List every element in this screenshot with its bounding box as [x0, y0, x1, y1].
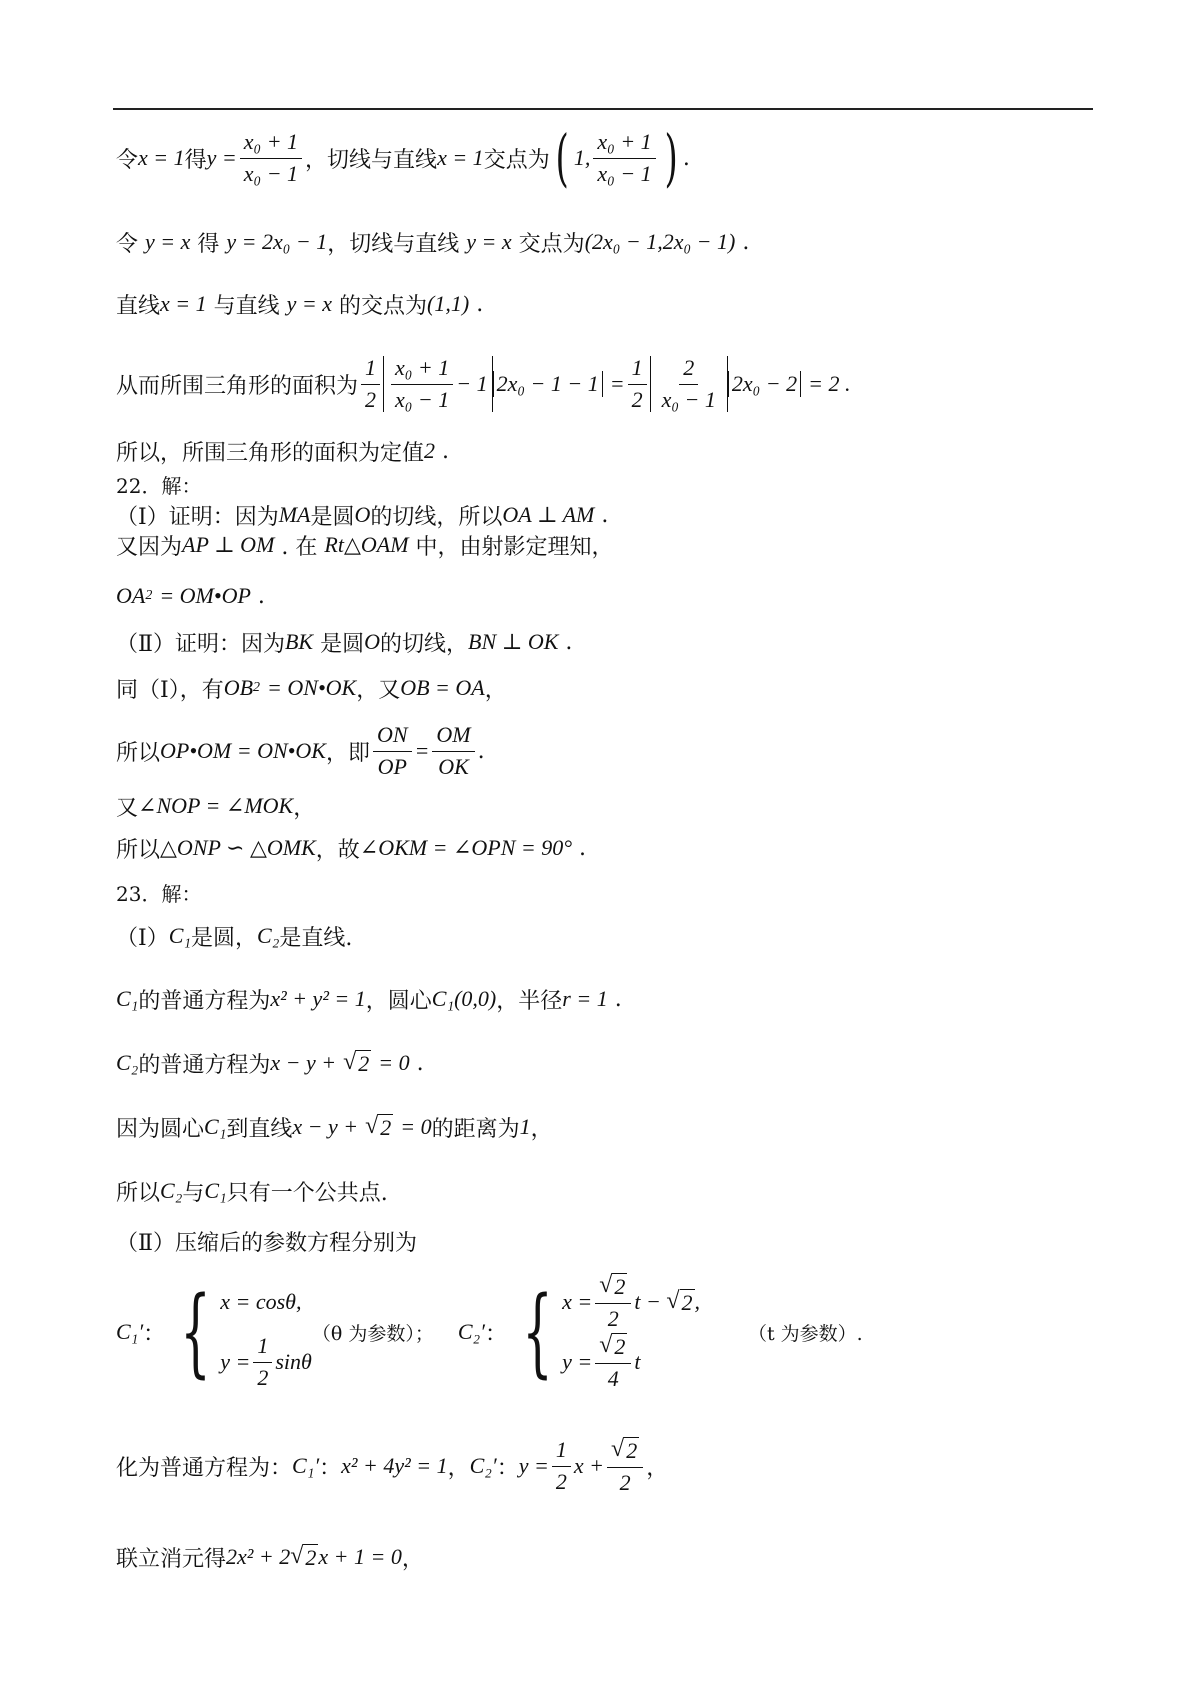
numerator: x₀ + 1 [391, 356, 453, 384]
math: AP ⊥ OM [182, 532, 275, 557]
square-root [611, 1437, 639, 1463]
text: . [416, 1050, 424, 1076]
text: 又 [116, 795, 139, 821]
math: OB [223, 675, 254, 700]
math: 2 [424, 438, 436, 463]
system-2-row-1 [562, 1272, 700, 1332]
math: C₂′ [469, 1453, 497, 1478]
fraction [373, 723, 412, 778]
math: y = x [286, 291, 333, 316]
math: x + 1 = 0 [318, 1544, 402, 1569]
line-1 [116, 122, 690, 194]
text: 所以 [116, 837, 161, 863]
math: y = x [466, 229, 512, 254]
numerator: 1 [253, 1334, 272, 1362]
line-2 [116, 226, 749, 258]
text: . 在 [281, 534, 318, 560]
text: 因为圆心 [116, 1116, 205, 1142]
denominator: 2 [365, 386, 377, 412]
line-4 [116, 348, 851, 420]
math: (2x₀ − 1,2x₀ − 1) [584, 229, 736, 254]
math: sinθ [275, 1349, 312, 1374]
text: 到直线 [226, 1116, 293, 1142]
text: 又因为 [116, 534, 183, 560]
section-22-title [116, 470, 201, 498]
left-brace: { [180, 1276, 211, 1388]
text: 是直线. [279, 925, 353, 951]
math: C₂ [160, 1178, 183, 1203]
absolute-value [650, 356, 728, 411]
radical-sign: √ [343, 1048, 357, 1075]
math: C₁ [204, 1178, 227, 1203]
line-24 [116, 1540, 424, 1574]
text: 所以 [116, 1180, 161, 1206]
numerator [595, 1273, 631, 1303]
text: ： [319, 1455, 342, 1481]
radicand: 2 [614, 1274, 626, 1300]
math: = 0 [378, 1050, 410, 1075]
math: t [634, 1349, 641, 1374]
radicand: 2 [681, 1289, 693, 1315]
text: 中，由射影定理知， [415, 534, 614, 560]
text: 所以 [116, 740, 161, 766]
text: 的切线，所以 [370, 504, 503, 530]
square-root [599, 1273, 627, 1299]
text: （Ⅰ）证明：因为 [116, 504, 279, 530]
math: 2x² + 2 [226, 1544, 291, 1569]
math: O [364, 629, 380, 654]
text: 令 [116, 147, 139, 173]
superscript: 2 [253, 680, 261, 695]
text: 交点为 [483, 147, 550, 173]
absolute-value [383, 356, 493, 411]
numerator: ON [373, 723, 412, 751]
math: y = [220, 1349, 251, 1374]
text: ： [484, 1321, 507, 1347]
line-10 [116, 626, 572, 658]
line-17 [116, 982, 622, 1016]
fraction [253, 1334, 272, 1389]
radical-sign: √ [666, 1287, 680, 1314]
text: 从而所围三角形的面积为 [116, 373, 359, 399]
line-22-parametric [116, 1262, 863, 1402]
text: ， [293, 795, 316, 821]
math: y = 2x₀ − 1 [226, 229, 328, 254]
math: BK [284, 629, 314, 654]
radical-sign: √ [290, 1542, 304, 1569]
math: OA [116, 583, 146, 608]
text: 是圆 [310, 504, 355, 530]
text: . [477, 738, 485, 764]
math: = OM•OP [159, 583, 251, 608]
line-18 [116, 1046, 424, 1080]
line-16 [116, 920, 352, 952]
square-root [343, 1050, 371, 1076]
numerator: 1 [552, 1438, 571, 1466]
fraction [658, 356, 720, 411]
denominator: 2 [619, 1469, 631, 1495]
text: 是圆 [320, 631, 365, 657]
math: x = 1 [437, 145, 484, 170]
system-2-row-2 [562, 1332, 700, 1392]
math: C₁ [116, 986, 139, 1011]
math: x = cosθ, [220, 1289, 302, 1314]
line-9 [116, 580, 265, 612]
line-19 [116, 1110, 553, 1144]
denominator: 2 [257, 1364, 269, 1390]
text: 是圆， [191, 925, 258, 951]
numerator: x₀ + 1 [240, 130, 302, 158]
line-8 [116, 530, 614, 560]
math: x = [562, 1289, 593, 1314]
math: Rt△OAM [324, 532, 409, 557]
math: ∠NOP = ∠MOK [138, 793, 294, 818]
numerator: OM [432, 723, 474, 751]
fraction [607, 1437, 643, 1494]
math: = ON•OK [267, 675, 357, 700]
text: 令 [116, 231, 139, 257]
denominator: OP [377, 753, 407, 779]
square-root [599, 1333, 627, 1359]
math: C₁ [168, 923, 192, 948]
text: ， [447, 1455, 470, 1481]
denominator: OK [438, 753, 469, 779]
text: ， [646, 1455, 669, 1481]
math: C₁ [204, 1114, 227, 1139]
math: x = 1 [160, 291, 207, 316]
text: 得 [184, 147, 207, 173]
line-12 [116, 718, 485, 784]
line-7 [116, 500, 608, 530]
text: 的普通方程为 [138, 1052, 271, 1078]
math: , [694, 1289, 700, 1314]
square-root [365, 1114, 393, 1140]
denominator: 4 [607, 1365, 619, 1391]
math: 1 [519, 1114, 531, 1139]
text: 得 [197, 231, 220, 257]
text: . [565, 629, 573, 655]
text: 与 [182, 1180, 205, 1206]
line-23 [116, 1430, 668, 1502]
left-brace: { [522, 1276, 553, 1388]
text: ： [496, 1455, 519, 1481]
text: （Ⅱ）压缩后的参数方程分别为 [116, 1230, 417, 1256]
text: 所以，所围三角形的面积为定值 [116, 440, 425, 466]
fraction [432, 723, 474, 778]
superscript: 2 [145, 588, 153, 603]
math: C₁(0,0) [431, 986, 497, 1011]
math: C₂ [116, 1050, 139, 1075]
text: 的距离为 [431, 1116, 520, 1142]
math: △ONP ∽ △OMK [160, 835, 316, 860]
square-root [290, 1544, 318, 1570]
fraction [595, 1273, 631, 1330]
text: （Ⅰ） [116, 925, 169, 951]
text: 直线 [116, 293, 161, 319]
text: ，圆心 [365, 988, 432, 1014]
radicand: 2 [305, 1544, 317, 1570]
text: . [682, 145, 690, 171]
equation-system-1 [220, 1272, 312, 1392]
fraction [595, 1333, 631, 1390]
radicand: 2 [626, 1438, 638, 1464]
text: 22．解： [116, 473, 202, 498]
fraction [593, 130, 655, 185]
denominator: 2 [607, 1305, 619, 1331]
denominator: x₀ − 1 [395, 386, 450, 412]
text: ， [401, 1546, 424, 1572]
header-rule [113, 108, 1093, 110]
math: y = [562, 1349, 593, 1374]
line-13 [116, 790, 315, 822]
text: 的交点为 [339, 293, 428, 319]
text: . [601, 502, 609, 528]
equation-system-2 [562, 1272, 700, 1392]
numerator: 2 [679, 356, 698, 384]
text: ，切线与直线 [305, 147, 438, 173]
system-1-row-2 [220, 1332, 312, 1392]
math: y = [518, 1453, 549, 1478]
line-20 [116, 1174, 388, 1208]
radical-sign: √ [611, 1436, 625, 1463]
numerator [607, 1437, 643, 1467]
line-11 [116, 672, 507, 704]
text: ，故 [315, 837, 360, 863]
system-1-row-1 [220, 1272, 312, 1332]
denominator: 2 [631, 386, 643, 412]
text: 联立消元得 [116, 1546, 227, 1572]
numerator: 1 [361, 356, 380, 384]
text: 化为普通方程为： [116, 1455, 293, 1481]
radical-sign: √ [365, 1112, 379, 1139]
line-5 [116, 436, 449, 466]
fraction [628, 356, 647, 411]
text: 的普通方程为 [138, 988, 271, 1014]
radical-sign: √ [599, 1272, 613, 1299]
math: C₁′ [116, 1319, 144, 1344]
denominator: 2 [555, 1468, 567, 1494]
text: ， [530, 1116, 553, 1142]
math: O [354, 502, 371, 527]
math: x² + 4y² = 1 [341, 1453, 448, 1478]
text: . [579, 835, 587, 861]
math: = 0 [400, 1114, 432, 1139]
numerator: x₀ + 1 [593, 130, 655, 158]
text: ： [143, 1321, 166, 1347]
square-root [666, 1289, 694, 1315]
absolute-value: 2x₀ − 1 − 1 [493, 371, 603, 397]
text: ，即 [325, 740, 370, 766]
math: OB = OA [400, 675, 485, 700]
right-paren: ) [664, 121, 678, 194]
text: 与直线 [213, 293, 280, 319]
fraction [391, 356, 453, 411]
math: x = 1 [138, 145, 185, 170]
math: (1,1) [427, 291, 470, 316]
text: . [742, 229, 750, 255]
left-paren: ( [555, 121, 569, 194]
math: C₂ [257, 923, 280, 948]
line-14 [116, 832, 586, 864]
math: − 1 [456, 371, 488, 396]
math: x + [573, 1453, 605, 1478]
math: y = [206, 145, 237, 170]
text: 交点为 [518, 231, 585, 257]
math: x − y + [270, 1050, 337, 1075]
math: C₂′ [457, 1319, 485, 1344]
numerator [595, 1333, 631, 1363]
section-23-title [116, 878, 201, 906]
math: MA [278, 502, 311, 527]
text: （θ 为参数）； [311, 1322, 434, 1345]
denominator: x₀ − 1 [243, 160, 299, 186]
math: = [609, 371, 625, 396]
text: . [257, 583, 265, 609]
line-3 [116, 288, 483, 320]
math: OA ⊥ AM [502, 502, 595, 527]
radicand: 2 [380, 1114, 392, 1140]
math: = [414, 738, 430, 763]
text: ，又 [356, 677, 401, 703]
math: OP•OM = ON•OK [160, 738, 326, 763]
denominator: x₀ − 1 [597, 160, 652, 186]
text: （t 为参数）. [748, 1322, 863, 1345]
text: 只有一个公共点. [226, 1180, 388, 1206]
math: y = x [145, 229, 191, 254]
text: 的切线， [380, 631, 469, 657]
fraction [240, 130, 302, 185]
radicand: 2 [358, 1050, 370, 1076]
denominator: x₀ − 1 [661, 386, 716, 412]
text: ， [484, 677, 507, 703]
numerator: 1 [628, 356, 647, 384]
math: t − [634, 1289, 661, 1314]
line-21 [116, 1226, 417, 1256]
radical-sign: √ [599, 1332, 613, 1359]
radicand: 2 [614, 1334, 626, 1360]
text: 同（Ⅰ），有 [116, 677, 224, 703]
math: x − y + [292, 1114, 359, 1139]
text: . [442, 438, 450, 464]
fraction [361, 356, 380, 411]
absolute-value: 2x₀ − 2 [728, 371, 801, 397]
text: 23．解： [116, 881, 202, 906]
math: 1, [573, 145, 591, 170]
math: = 2 . [808, 371, 851, 396]
text: . [476, 291, 484, 317]
text: ，半径 [496, 988, 563, 1014]
text: . [614, 986, 622, 1012]
text: ，切线与直线 [327, 231, 460, 257]
math: x² + y² = 1 [270, 986, 366, 1011]
math: BN ⊥ OK [468, 629, 559, 654]
math: C₁′ [292, 1453, 320, 1478]
math: r = 1 [562, 986, 608, 1011]
text: （Ⅱ）证明：因为 [116, 631, 285, 657]
fraction [552, 1438, 571, 1493]
math: ∠OKM = ∠OPN = 90° [359, 835, 573, 860]
